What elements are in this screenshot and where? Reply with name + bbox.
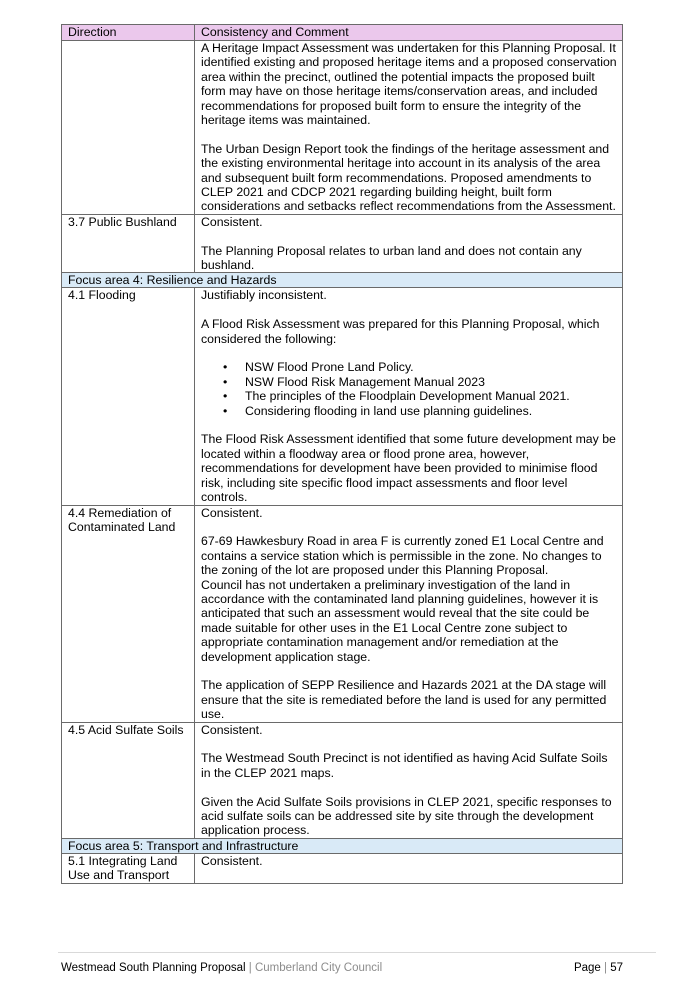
page-number-value: 57	[610, 962, 623, 974]
page-number	[574, 962, 623, 974]
direction-cell: 4.1 Flooding	[62, 288, 195, 505]
comment-cell	[195, 853, 623, 883]
comment-paragraph: A Flood Risk Assessment was prepared for this Planning Proposal, which considered the following:	[201, 317, 600, 346]
list-item: • NSW Flood Prone Land Policy.	[201, 360, 617, 374]
comment-paragraph: Given the Acid Sulfate Soils provisions in CLEP 2021, specific responses to acid sulfate soils can be addressed site by site through the development application process.	[201, 794, 612, 838]
footer-doc-title: Westmead South Planning Proposal	[61, 962, 246, 974]
consistency-status: Justifiably inconsistent.	[201, 288, 327, 303]
consistency-status: Consistent.	[201, 214, 263, 229]
comment-paragraph: The Westmead South Precinct is not identified as having Acid Sulfate Soils in the CLEP 2021 maps.	[201, 751, 608, 780]
table-row	[62, 505, 623, 722]
table-row	[62, 853, 623, 883]
footer-document-title	[61, 962, 382, 974]
focus-area-row	[62, 273, 623, 288]
direction-cell: 4.5 Acid Sulfate Soils	[62, 722, 195, 838]
direction-cell: 3.7 Public Bushland	[62, 214, 195, 273]
direction-cell	[62, 41, 195, 215]
comment-paragraph: The Planning Proposal relates to urban land and does not contain any bushland.	[201, 243, 582, 273]
focus-area-4-heading: Focus area 4: Resilience and Hazards	[62, 273, 623, 288]
footer-divider	[58, 952, 656, 953]
comment-text: 67-69 Hawkesbury Road in area F is currently zoned E1 Local Centre and contains a service station which is permissible in the zone. No changes to the zoning of the lot are proposed under this Planning Proposal.	[201, 534, 604, 578]
heritage-assessment-paragraph: A Heritage Impact Assessment was undertaken for this Planning Proposal. It identified existing and proposed heritage items and a proposed conservation area within the precinct, outlined the potential impacts the proposed built form may have on those heritage items/conservation areas, and included recommendations for proposed built form to ensure the integrity of the heritage items was maintained.	[201, 41, 617, 128]
table-row	[62, 722, 623, 838]
list-item: • Considering flooding in land use planning guidelines.	[201, 404, 617, 418]
consistency-status: Consistent.	[201, 853, 263, 868]
urban-design-paragraph: The Urban Design Report took the findings of the heritage assessment and the existing environmental heritage into account in its analysis of the area and subsequent built form recommendations. Proposed amendments to CLEP 2021 and CDCP 2021 regarding building height, built form considerations and setbacks reflect recommendations from the Assessment.	[201, 141, 616, 214]
direction-cell: 4.4 Remediation of Contaminated Land	[62, 505, 195, 722]
page-label: Page	[573, 962, 601, 974]
focus-area-5-heading: Focus area 5: Transport and Infrastructure	[62, 838, 623, 853]
footer-council-name: Cumberland City Council	[254, 962, 383, 974]
table-row	[62, 214, 623, 273]
comment-paragraph	[201, 534, 617, 664]
list-item: • NSW Flood Risk Management Manual 2023	[201, 375, 617, 389]
footer-separator: |	[248, 962, 252, 974]
consistency-status: Consistent.	[201, 722, 263, 737]
comment-paragraph: The Flood Risk Assessment identified that some future development may be located within a floodway area or flood prone area, however, recommendations for development have been provided to minimise flood risk, including site specific flood impact assessments and floor level controls.	[201, 432, 616, 505]
header-direction: Direction	[62, 25, 195, 41]
footer-separator: |	[604, 962, 607, 974]
comment-cell	[195, 722, 623, 838]
list-item: • The principles of the Floodplain Development Manual 2021.	[201, 389, 617, 403]
consistency-status: Consistent.	[201, 505, 263, 520]
table-row	[62, 41, 623, 215]
comment-cell	[195, 41, 623, 215]
bullet-list	[201, 360, 617, 418]
table-header-row	[62, 25, 623, 41]
comment-paragraph: The application of SEPP Resilience and Hazards 2021 at the DA stage will ensure that the site is remediated before the land is used for any permitted use.	[201, 678, 607, 722]
comment-text: Council has not undertaken a preliminary investigation of the land in accordance with the contaminated land planning guidelines, however it is anticipated that such an assessment would reveal that the site could be made suitable for other uses in the E1 Local Centre zone subject to appropriate contamination management and/or remediation at the development application stage.	[201, 577, 599, 664]
comment-cell	[195, 214, 623, 273]
table-row	[62, 288, 623, 505]
consistency-table	[61, 24, 623, 884]
header-consistency-comment: Consistency and Comment	[195, 25, 623, 41]
direction-cell: 5.1 Integrating Land Use and Transport	[62, 853, 195, 883]
focus-area-row	[62, 838, 623, 853]
comment-cell	[195, 288, 623, 505]
comment-cell	[195, 505, 623, 722]
